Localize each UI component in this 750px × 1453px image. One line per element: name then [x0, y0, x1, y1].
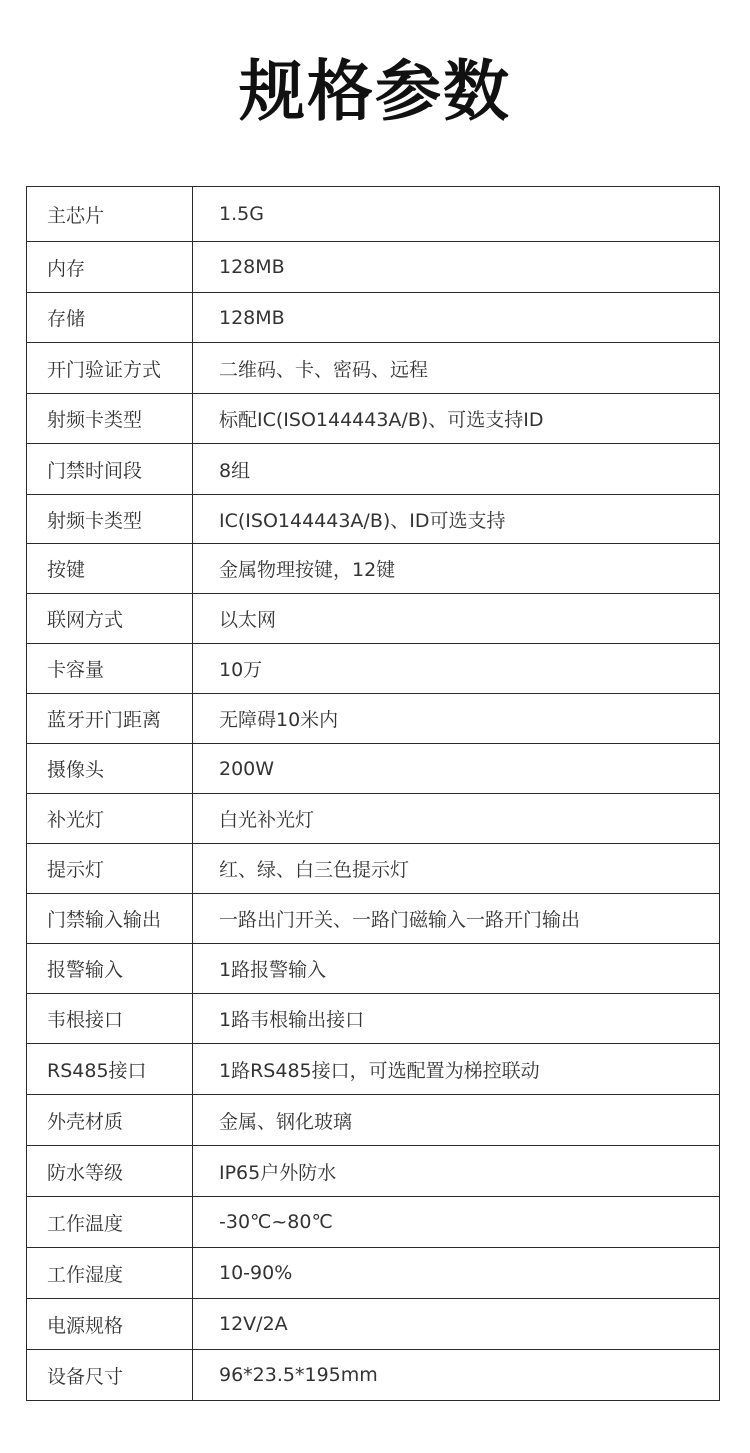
spec-value: 200W: [193, 744, 720, 794]
table-row: [27, 1044, 720, 1095]
table-row: [27, 495, 720, 544]
page-title: 规格参数: [239, 53, 511, 130]
spec-label: 开门验证方式: [27, 343, 193, 394]
spec-label: 内存: [27, 242, 193, 293]
spec-value: 金属物理按键，12键: [193, 544, 720, 594]
table-row: [27, 794, 720, 844]
spec-value: IP65户外防水: [193, 1146, 720, 1197]
spec-label: 报警输入: [27, 944, 193, 994]
spec-label: 门禁输入输出: [27, 894, 193, 944]
spec-value: 金属、钢化玻璃: [193, 1095, 720, 1146]
table-row: [27, 694, 720, 744]
spec-label: 射频卡类型: [27, 394, 193, 444]
table-row: [27, 1146, 720, 1197]
spec-label: 工作湿度: [27, 1248, 193, 1299]
table-row: [27, 1299, 720, 1350]
table-row: [27, 444, 720, 495]
spec-label: 联网方式: [27, 594, 193, 644]
spec-value: 12V/2A: [193, 1299, 720, 1350]
spec-value: 红、绿、白三色提示灯: [193, 844, 720, 894]
spec-label: 存储: [27, 293, 193, 343]
spec-value: 8组: [193, 444, 720, 495]
table-row: [27, 1248, 720, 1299]
spec-label: 补光灯: [27, 794, 193, 844]
spec-value: 128MB: [193, 293, 720, 343]
spec-value: 白光补光灯: [193, 794, 720, 844]
spec-label: 门禁时间段: [27, 444, 193, 495]
spec-value: 以太网: [193, 594, 720, 644]
spec-value: 10万: [193, 644, 720, 694]
table-row: [27, 544, 720, 594]
spec-value: 1路RS485接口，可选配置为梯控联动: [193, 1044, 720, 1095]
spec-label: 主芯片: [27, 187, 193, 242]
spec-value: 标配IC(ISO144443A/B)、可选支持ID: [193, 394, 720, 444]
table-row: [27, 394, 720, 444]
spec-table-body: [27, 187, 720, 1401]
spec-value: 二维码、卡、密码、远程: [193, 343, 720, 394]
spec-table: [26, 186, 720, 1401]
spec-label: 工作温度: [27, 1197, 193, 1248]
spec-label: RS485接口: [27, 1044, 193, 1095]
table-row: [27, 242, 720, 293]
spec-label: 提示灯: [27, 844, 193, 894]
spec-label: 电源规格: [27, 1299, 193, 1350]
table-row: [27, 944, 720, 994]
table-row: [27, 1197, 720, 1248]
spec-label: 摄像头: [27, 744, 193, 794]
table-row: [27, 343, 720, 394]
spec-label: 防水等级: [27, 1146, 193, 1197]
table-row: [27, 1095, 720, 1146]
spec-value: -30℃~80℃: [193, 1197, 720, 1248]
table-row: [27, 293, 720, 343]
spec-label: 卡容量: [27, 644, 193, 694]
spec-value: 无障碍10米内: [193, 694, 720, 744]
spec-label: 按键: [27, 544, 193, 594]
spec-value: 1路韦根输出接口: [193, 994, 720, 1044]
spec-value: 一路出门开关、一路门磁输入一路开门输出: [193, 894, 720, 944]
spec-label: 设备尺寸: [27, 1350, 193, 1401]
table-row: [27, 744, 720, 794]
table-row: [27, 1350, 720, 1401]
spec-value: 128MB: [193, 242, 720, 293]
table-row: [27, 594, 720, 644]
table-row: [27, 994, 720, 1044]
spec-label: 韦根接口: [27, 994, 193, 1044]
spec-value: 96*23.5*195mm: [193, 1350, 720, 1401]
table-row: [27, 894, 720, 944]
table-row: [27, 644, 720, 694]
spec-value: 1.5G: [193, 187, 720, 242]
spec-value: 10-90%: [193, 1248, 720, 1299]
spec-value: IC(ISO144443A/B)、ID可选支持: [193, 495, 720, 544]
spec-value: 1路报警输入: [193, 944, 720, 994]
spec-label: 射频卡类型: [27, 495, 193, 544]
table-row: [27, 187, 720, 242]
spec-label: 蓝牙开门距离: [27, 694, 193, 744]
spec-label: 外壳材质: [27, 1095, 193, 1146]
table-row: [27, 844, 720, 894]
